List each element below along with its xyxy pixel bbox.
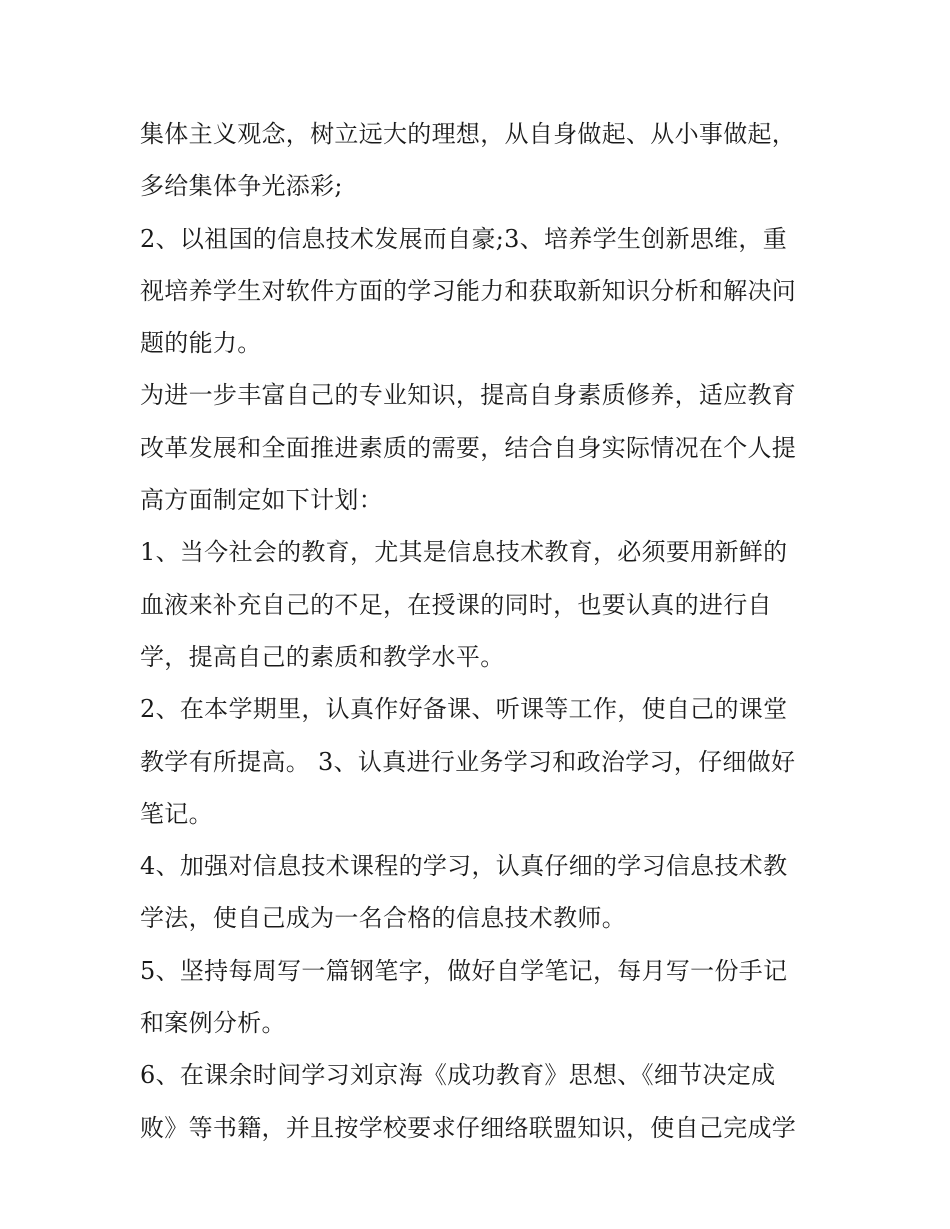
text-line: 题的能力。 xyxy=(140,329,262,358)
text-line: 5、坚持每周写一篇钢笔字，做好自学笔记，每月写一份手记 xyxy=(140,956,788,985)
text-line: 多给集体争光添彩; xyxy=(140,172,343,201)
text-line: 视培养学生对软件方面的学习能力和获取新知识分析和解决问 xyxy=(140,276,797,305)
document-body xyxy=(140,108,830,1154)
text-line: 教学有所提高。 3、认真进行业务学习和政治学习，仔细做好 xyxy=(140,747,796,776)
text-line: 学，提高自己的素质和教学水平。 xyxy=(140,642,505,671)
text-line: 败》等书籍，并且按学校要求仔细络联盟知识，使自己完成学 xyxy=(140,1113,797,1142)
text-line: 改革发展和全面推进素质的需要，结合自身实际情况在个人提 xyxy=(140,433,797,462)
text-line: 笔记。 xyxy=(140,799,213,828)
text-line: 高方面制定如下计划： xyxy=(140,486,383,515)
text-line: 血液来补充自己的不足，在授课的同时，也要认真的进行自 xyxy=(140,590,772,619)
text-line: 集体主义观念，树立远大的理想，从自身做起、从小事做起， xyxy=(140,120,797,148)
text-line: 为进一步丰富自己的专业知识，提高自身素质修养，适应教育 xyxy=(140,381,797,410)
text-line: 6、在课余时间学习刘京海《成功教育》思想、《细节决定成 xyxy=(140,1061,776,1090)
text-line: 和案例分析。 xyxy=(140,1009,286,1038)
text-line: 1、当今社会的教育，尤其是信息技术教育，必须要用新鲜的 xyxy=(140,538,788,567)
text-line: 学法，使自己成为一名合格的信息技术教师。 xyxy=(140,904,626,933)
text-line: 4、加强对信息技术课程的学习，认真仔细的学习信息技术教 xyxy=(140,852,788,881)
text-line: 2、以祖国的信息技术发展而自豪;3、培养学生创新思维，重 xyxy=(140,224,788,253)
text-line: 2、在本学期里，认真作好备课、听课等工作，使自己的课堂 xyxy=(140,695,788,724)
